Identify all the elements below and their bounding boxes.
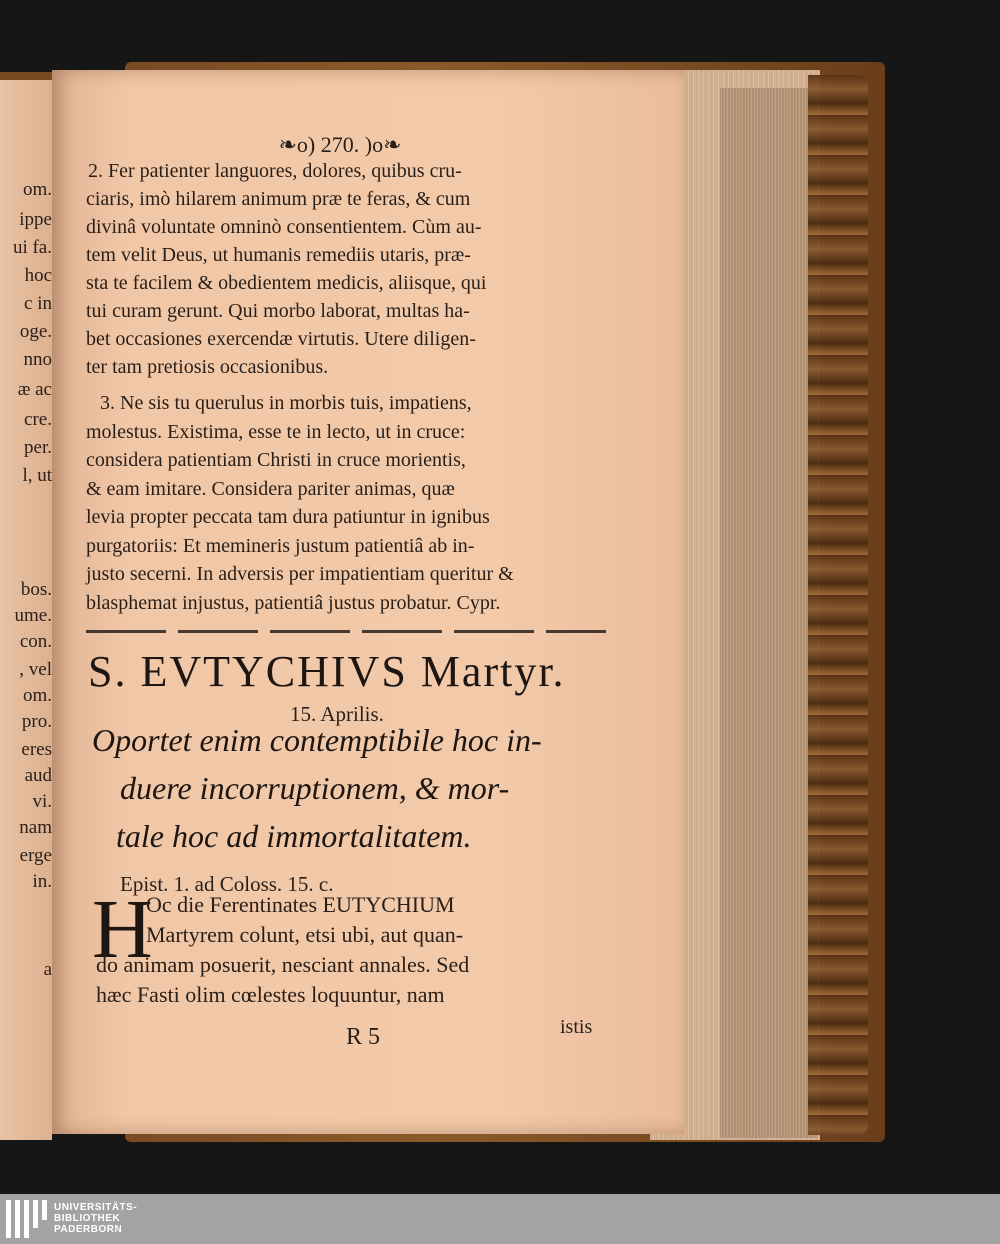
left-page-fragment: a bbox=[43, 959, 52, 980]
text-line: purgatoriis: Et memineris justum patientiâ ab in- bbox=[86, 534, 475, 557]
text-line: considera patientiam Christi in cruce morientis, bbox=[86, 449, 466, 471]
text-line: molestus. Existima, esse te in lecto, ut in cruce: bbox=[86, 420, 466, 443]
signature-mark: R 5 bbox=[346, 1024, 381, 1050]
text-line: sta te facilem & obedientem medicis, aliisque, qui bbox=[86, 272, 487, 294]
section-divider bbox=[86, 630, 606, 633]
logo-line-2: BIBLIOTHEK bbox=[54, 1213, 121, 1224]
text-line: 3. Ne sis tu querulus in morbis tuis, impatiens, bbox=[100, 392, 472, 414]
text-line: bet occasiones exercendæ virtutis. Utere diligen- bbox=[86, 328, 476, 350]
left-page-fragment: cre. bbox=[24, 409, 52, 430]
body-line: Oc die Ferentinates EUTYCHIUM bbox=[146, 892, 455, 917]
text-line: ciaris, imò hilarem animum præ te feras, & cum bbox=[86, 188, 471, 210]
footer-bar bbox=[0, 1194, 1000, 1244]
body-line: Martyrem colunt, etsi ubi, aut quan- bbox=[146, 922, 464, 947]
left-page-fragment: ippe bbox=[19, 209, 52, 230]
text-line: tui curam gerunt. Qui morbo laborat, multas ha- bbox=[86, 300, 470, 322]
quote-line: Oportet enim contemptibile hoc in- bbox=[92, 722, 542, 758]
text-line: tem velit Deus, ut humanis remediis utaris, præ- bbox=[86, 244, 471, 266]
left-page-fragment: oge. bbox=[19, 321, 52, 342]
page-edges-inner bbox=[720, 88, 818, 1138]
library-logo-icon bbox=[6, 1200, 48, 1238]
left-page-fragment: ui fa. bbox=[12, 237, 52, 258]
left-page-fragment: erge bbox=[19, 845, 52, 866]
library-logo-text bbox=[54, 1202, 137, 1235]
text-line: justo secerni. In adversis per impatientiam queritur & bbox=[86, 563, 514, 585]
text-line: divinâ voluntate omninò consentientem. Cùm au- bbox=[86, 216, 482, 238]
left-page-fragment: , vel bbox=[19, 659, 52, 680]
catchword: istis bbox=[560, 1016, 593, 1038]
leather-cover-edge bbox=[808, 75, 868, 1135]
left-facing-page bbox=[0, 80, 52, 1140]
left-page-fragment: om. bbox=[22, 179, 52, 200]
drop-cap: H bbox=[92, 883, 153, 976]
body-line: do animam posuerit, nesciant annales. Sed bbox=[96, 952, 470, 977]
left-page-fragment: nno bbox=[23, 349, 52, 370]
text-line: 2. Fer patienter languores, dolores, quibus cru- bbox=[88, 160, 462, 182]
left-page-fragment: per. bbox=[24, 437, 52, 458]
left-page-fragment: eres bbox=[21, 739, 52, 760]
left-page-fragment: pro. bbox=[21, 711, 52, 732]
left-page-fragment: æ ac bbox=[17, 379, 52, 400]
text-line: levia propter peccata tam dura patiuntur in ignibus bbox=[86, 506, 490, 528]
quote-line: duere incorruptionem, & mor- bbox=[120, 770, 510, 806]
left-page-fragment: bos. bbox=[20, 579, 52, 600]
left-page-fragment: aud bbox=[24, 765, 52, 786]
left-page-fragment: ume. bbox=[14, 605, 52, 626]
text-line: & eam imitare. Considera pariter animas, quæ bbox=[86, 477, 455, 500]
text-line: ter tam pretiosis occasionibus. bbox=[86, 356, 329, 378]
running-head: ❧o) 270. )o❧ bbox=[278, 132, 402, 157]
left-page-fragment: om. bbox=[22, 685, 52, 706]
logo-line-1: UNIVERSITÄTS- bbox=[54, 1202, 138, 1213]
left-page-fragment: con. bbox=[19, 631, 52, 652]
left-page-fragment: nam bbox=[19, 817, 52, 838]
left-page-fragment: vi. bbox=[32, 791, 52, 812]
logo-line-3: PADERBORN bbox=[54, 1224, 123, 1235]
feast-date: 15. Aprilis. bbox=[290, 702, 384, 726]
body-line: hæc Fasti olim cœlestes loquuntur, nam bbox=[96, 982, 445, 1007]
quote-line: tale hoc ad immortalitatem. bbox=[116, 818, 472, 854]
text-line: blasphemat injustus, patientiâ justus probatur. Cypr. bbox=[86, 591, 501, 614]
scripture-reference: Epist. 1. ad Coloss. 15. c. bbox=[120, 872, 334, 896]
left-page-fragment: c in bbox=[24, 293, 52, 314]
saint-title: S. EVTYCHIVS Martyr. bbox=[88, 647, 566, 696]
left-page-fragment: l, ut bbox=[22, 465, 52, 486]
left-page-fragment: in. bbox=[32, 871, 52, 892]
left-page-fragment: hoc bbox=[24, 265, 52, 286]
